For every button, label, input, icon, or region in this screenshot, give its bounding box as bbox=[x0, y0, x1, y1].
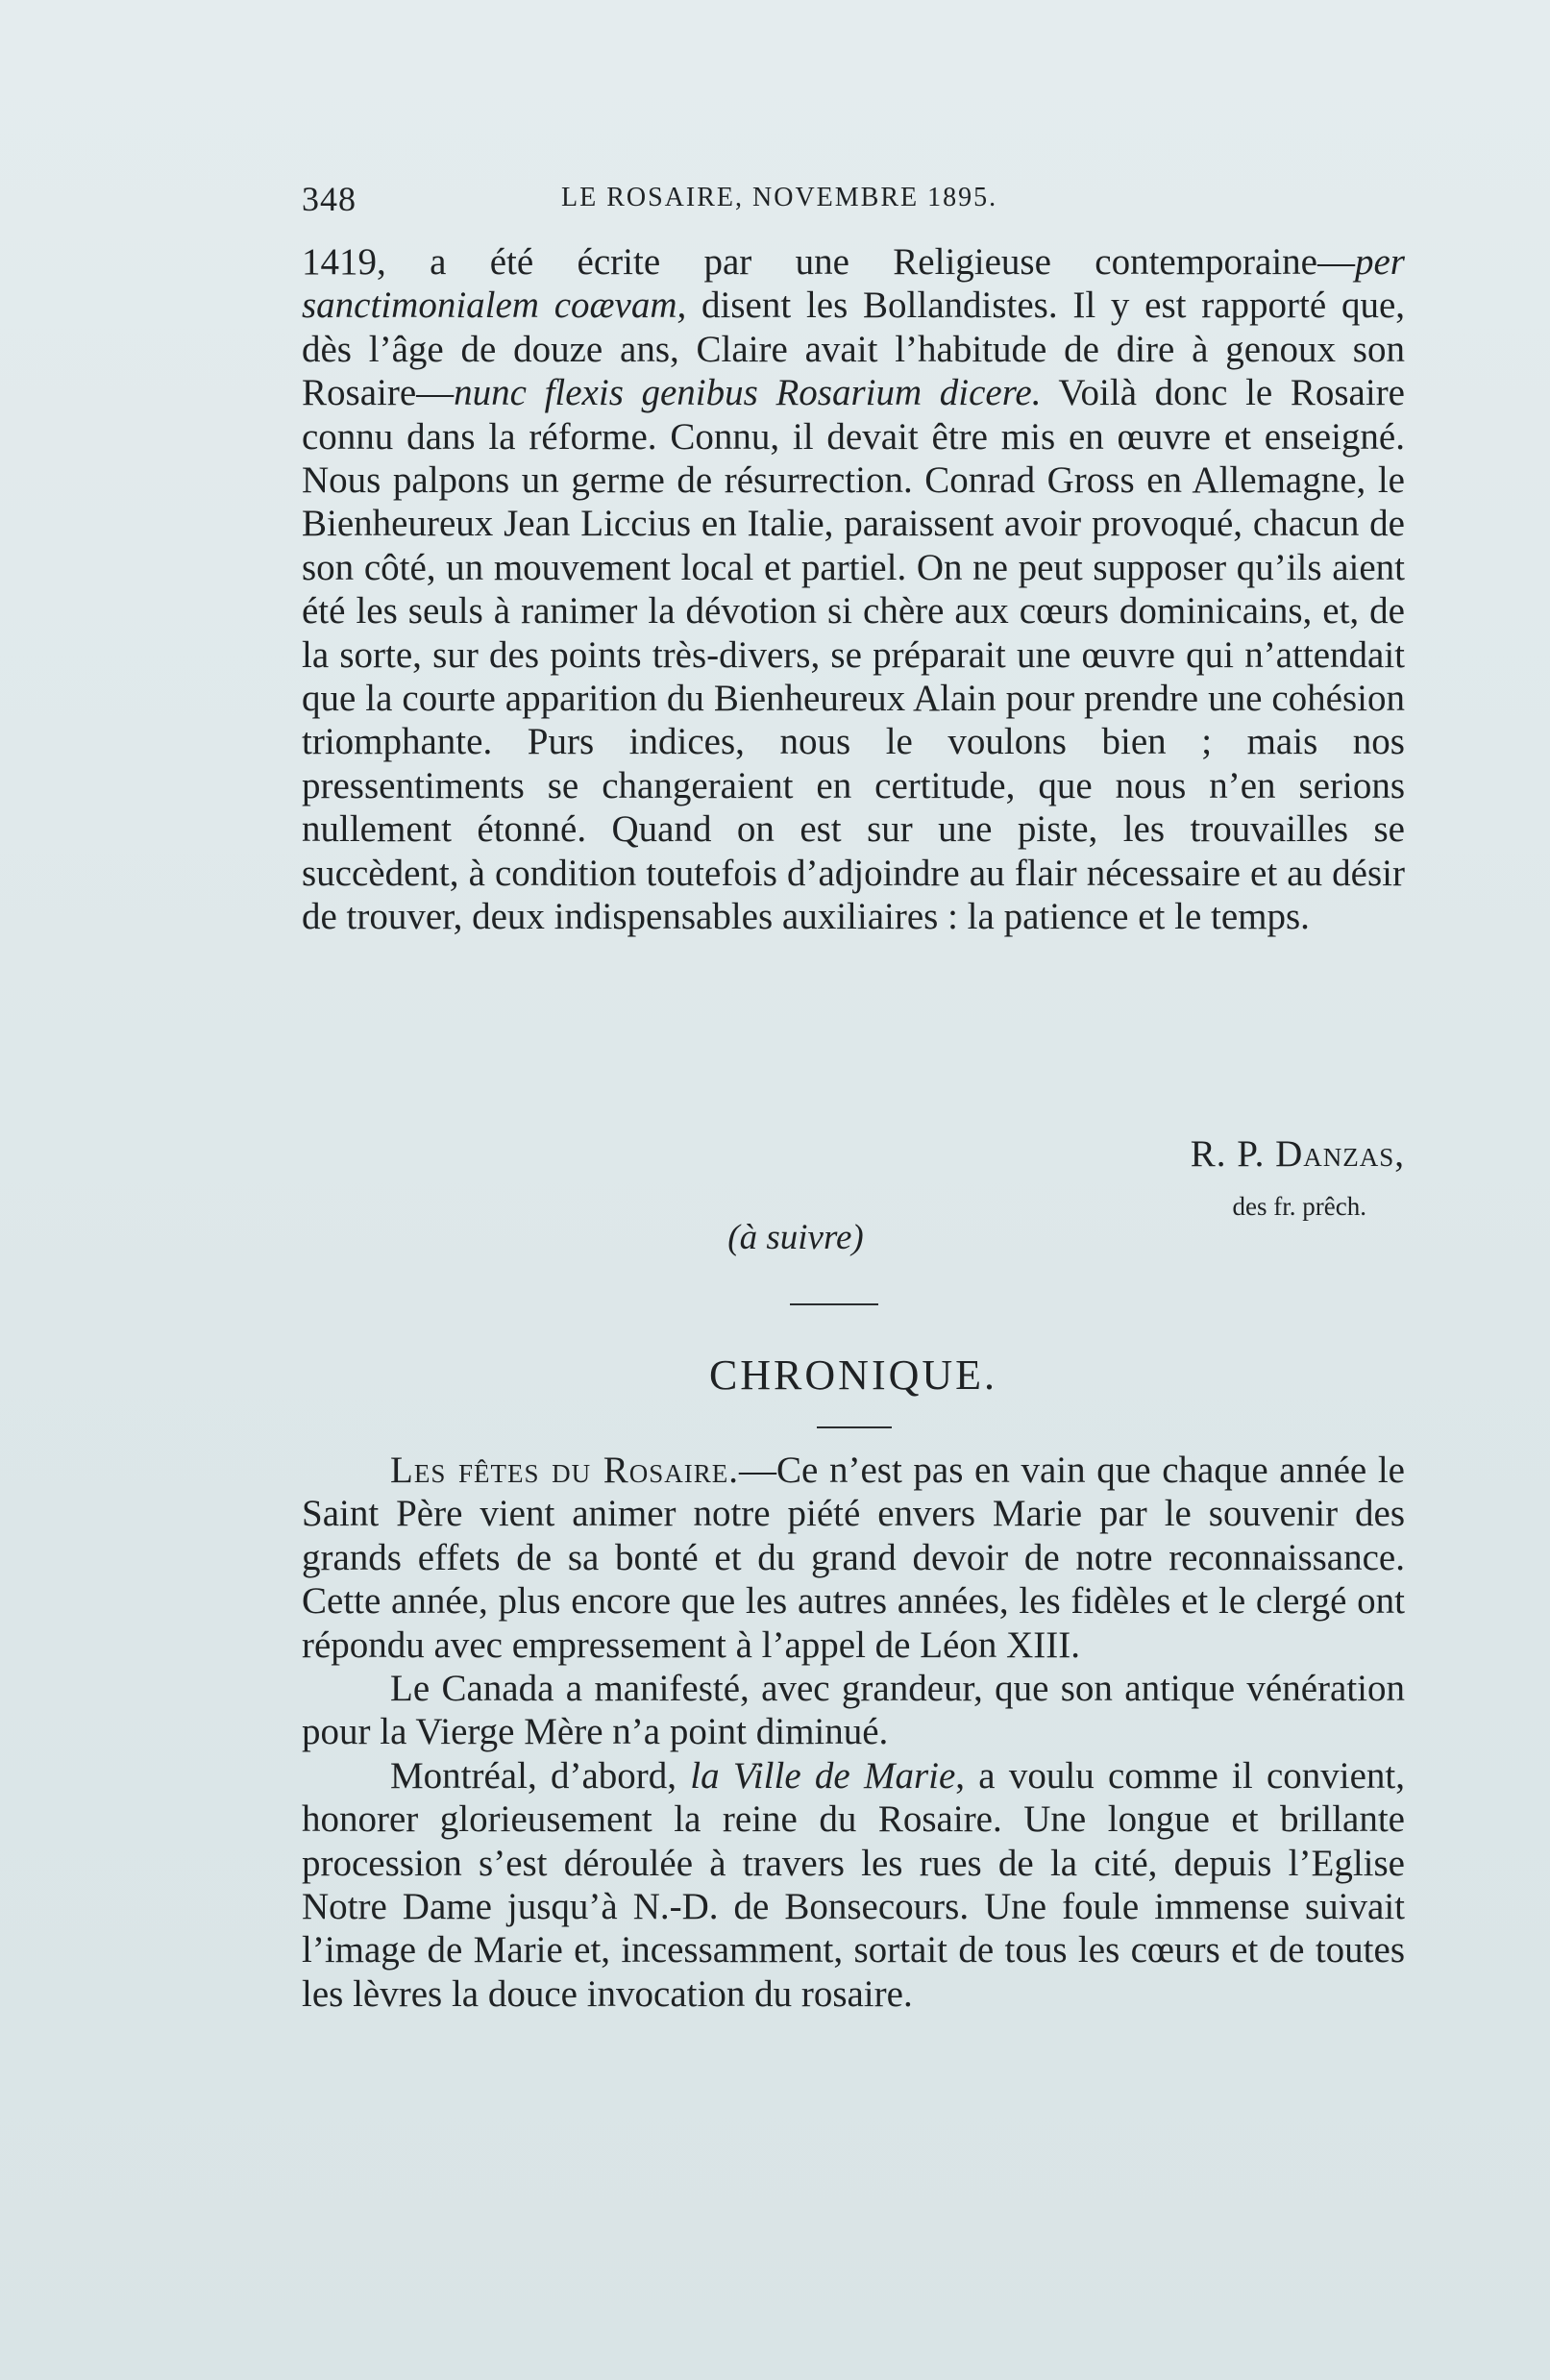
chronique-paragraph: Le Canada a manifesté, avec grandeur, que son antique vénération pour la Vierge Mère n’a point diminué. bbox=[302, 1668, 1405, 1753]
article-body bbox=[302, 240, 1405, 939]
text-run: Voilà donc le Rosaire connu dans la réforme. Connu, il devait être mis en œuvre et enseigné. Nous palpons un germe de résurrection. Conrad Gross en Allemagne, le Bienheureux Jean Liccius en Italie, paraissent avoir provoqué, chacun de son côté, un mouvement local et partiel. On ne peut supposer qu’ils aient été les seuls à ranimer la dévotion si chère aux cœurs dominicains, et, de la sorte, sur des points très-divers, se préparait une œuvre qui n’attendait que la courte apparition du Bienheureux Alain pour prendre une cohésion triomphante. Purs indices, nous le voulons bien ; mais nos pressentiments se changeraient en certitude, que nous n’en serions nullement étonné. Quand on est sur une piste, les trouvailles se succèdent, à condition toutefois d’adjoindre au flair nécessaire et au désir de trouver, deux indispensables auxiliaires : la patience et le temps. bbox=[302, 372, 1405, 938]
author-title: des fr. prêch. bbox=[1232, 1192, 1366, 1221]
running-title: LE ROSAIRE, NOVEMBRE 1895. bbox=[561, 183, 998, 212]
article-paragraph bbox=[302, 240, 1405, 939]
continued-note: (à suivre) bbox=[727, 1218, 864, 1257]
section-divider bbox=[790, 1303, 878, 1305]
author-signature bbox=[302, 1132, 1405, 1176]
text-run: Montréal, d’abord, bbox=[390, 1754, 691, 1797]
paragraph-lead: Les fêtes du Rosaire. bbox=[390, 1450, 740, 1491]
text-run: , a voulu comme il convient, honorer glorieusement la reine du Rosaire. Une longue et brillante procession s’est déroulée à travers les rues de la cité, depuis l’Eglise Notre Dame jusqu’à N.-D. de Bonsecours. Une foule immense suivait l’image de Marie et, incessamment, sortait de tous les cœurs et de toutes les lèvres la douce invocation du rosaire. bbox=[302, 1754, 1406, 2015]
latin-quote: nunc flexis genibus Rosarium dicere. bbox=[454, 372, 1042, 414]
text-run: —Ce n’est pas en vain que chaque année le Saint Père vient animer notre piété envers Marie par le souvenir des grands effets de sa bonté et du grand devoir de notre reconnaissance. Cette année, plus encore que les autres années, les fidèles et le clergé ont répondu avec empressement à l’appel de Léon XIII. bbox=[302, 1450, 1405, 1666]
section-heading: CHRONIQUE. bbox=[708, 1351, 998, 1399]
chronique-paragraph bbox=[302, 1754, 1405, 2016]
text-run: 1419, a été écrite par une Religieuse contemporaine— bbox=[302, 241, 1355, 283]
author-name: R. P. Danzas, bbox=[1190, 1133, 1405, 1175]
heading-divider bbox=[817, 1426, 892, 1428]
chronique-paragraph bbox=[302, 1449, 1405, 1667]
page-header bbox=[302, 179, 1405, 233]
chronique-body bbox=[302, 1449, 1405, 2016]
text-run: disent les Bollandistes. Il y est rapporté que, dès l’âge de douze ans, Claire avait l’habitude de dire à genoux son Rosaire— bbox=[302, 285, 1406, 414]
latin-quote: per sanctimonialem coævam, bbox=[302, 241, 1405, 327]
italic-phrase: la Ville de Marie bbox=[690, 1754, 956, 1797]
page-number: 348 bbox=[302, 180, 357, 218]
